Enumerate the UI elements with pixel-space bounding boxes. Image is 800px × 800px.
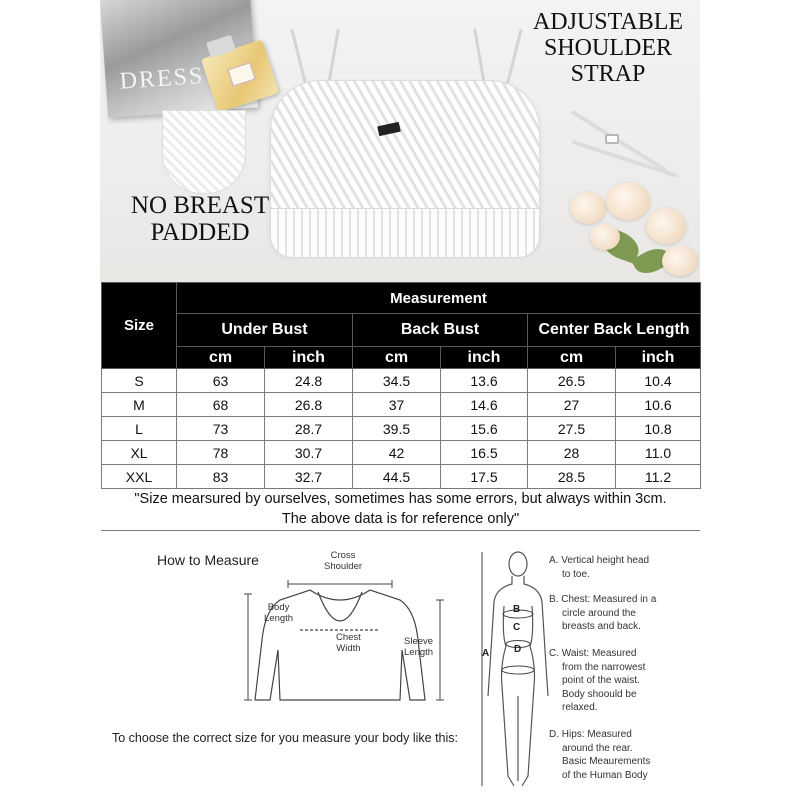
size-header: Size: [102, 283, 177, 369]
size-cell: S: [102, 369, 177, 393]
size-cell: M: [102, 393, 177, 417]
body-figure-diagram: [478, 546, 558, 796]
table-cell: 26.5: [528, 369, 616, 393]
instruction-line: point of the waist.: [562, 675, 640, 686]
figure-mark-a: A: [482, 648, 490, 659]
unit-header: cm: [353, 347, 441, 369]
instruction-hips: [549, 728, 650, 782]
table-cell: 28: [528, 441, 616, 465]
size-cell: XXL: [102, 465, 177, 489]
magazine-title: DRESS: [118, 62, 206, 95]
label-line: Shoulder: [324, 561, 363, 572]
table-cell: 32.7: [265, 465, 353, 489]
label-line: Length: [264, 613, 294, 624]
table-cell: 68: [177, 393, 265, 417]
adjustable-strap-caption: [518, 10, 698, 88]
disclaimer-line: The above data is for reference only": [281, 511, 520, 527]
group-header-center-back-length: Center Back Length: [528, 314, 701, 347]
instruction-chest: [549, 593, 656, 634]
table-cell: 14.6: [441, 393, 528, 417]
instruction-line: A. Vertical height head: [549, 555, 650, 566]
measurement-header: Measurement: [177, 283, 701, 314]
figure-mark-c: C: [513, 622, 521, 633]
instruction-line: of the Human Body: [562, 769, 648, 781]
label-line: Body: [267, 602, 290, 613]
table-cell: 44.5: [353, 465, 441, 489]
instruction-line: breasts and back.: [562, 621, 641, 632]
instruction-line: D. Hips: Measured: [549, 729, 632, 740]
table-cell: 42: [353, 441, 441, 465]
caption-line: SHOULDER: [543, 34, 672, 61]
label-line: Length: [404, 647, 434, 658]
unit-header: inch: [441, 347, 528, 369]
instruction-line: relaxed.: [562, 702, 598, 713]
instruction-waist: [549, 647, 645, 715]
figure-mark-b: B: [513, 604, 521, 615]
label-line: Cross: [330, 550, 356, 561]
table-row: [102, 441, 701, 465]
table-cell: 27.5: [528, 417, 616, 441]
unit-header: cm: [528, 347, 616, 369]
cross-shoulder-label: [324, 550, 362, 572]
table-cell: 78: [177, 441, 265, 465]
caption-line: STRAP: [570, 60, 646, 87]
instruction-line: to toe.: [562, 568, 590, 580]
caption-line: ADJUSTABLE: [532, 9, 684, 35]
caption-line: PADDED: [150, 219, 250, 246]
instruction-height: [549, 554, 649, 581]
unit-header: cm: [177, 347, 265, 369]
instruction-line: C. Waist: Measured: [549, 648, 637, 659]
caption-line: NO BREAST: [130, 192, 270, 219]
instruction-line: Body shoould be: [562, 688, 637, 700]
table-cell: 11.2: [616, 465, 701, 489]
group-header-back-bust: Back Bust: [353, 314, 528, 347]
table-cell: 10.6: [616, 393, 701, 417]
table-cell: 10.8: [616, 417, 701, 441]
label-line: Sleeve: [404, 636, 434, 647]
size-chart-table: [101, 282, 701, 489]
table-cell: 39.5: [353, 417, 441, 441]
size-disclaimer: [101, 489, 700, 531]
unit-header: inch: [616, 347, 701, 369]
disclaimer-line: "Size mearsured by ourselves, sometimes has some errors, but always within 3cm.: [134, 491, 667, 507]
instruction-line: Basic Meaurements: [562, 756, 651, 767]
chest-width-label: [336, 632, 361, 654]
table-row: [102, 465, 701, 489]
label-line: Chest: [336, 632, 361, 643]
figure-mark-d: D: [514, 644, 522, 655]
table-cell: 17.5: [441, 465, 528, 489]
table-row: [102, 393, 701, 417]
strap-detail-image: [565, 90, 685, 180]
table-cell: 16.5: [441, 441, 528, 465]
table-cell: 28.5: [528, 465, 616, 489]
instruction-line: B. Chest: Measured in a: [549, 594, 657, 605]
size-cell: XL: [102, 441, 177, 465]
table-cell: 34.5: [353, 369, 441, 393]
no-padding-caption: [118, 192, 282, 246]
group-header-under-bust: Under Bust: [177, 314, 353, 347]
table-row: [102, 369, 701, 393]
table-cell: 28.7: [265, 417, 353, 441]
bralette-image: [260, 58, 550, 263]
product-photo: [100, 0, 700, 282]
table-cell: 11.0: [616, 441, 701, 465]
bralette-back-view: [162, 110, 246, 194]
table-cell: 73: [177, 417, 265, 441]
choose-size-instruction: To choose the correct size for you measure your body like this:: [112, 731, 458, 745]
sleeve-length-label: [404, 636, 433, 658]
table-cell: 13.6: [441, 369, 528, 393]
table-cell: 83: [177, 465, 265, 489]
table-cell: 37: [353, 393, 441, 417]
instruction-line: circle around the: [562, 607, 636, 619]
measuring-guide: [100, 540, 700, 800]
label-line: Width: [336, 643, 361, 654]
table-cell: 63: [177, 369, 265, 393]
how-to-measure-title: How to Measure: [157, 552, 259, 568]
body-length-label: [264, 602, 293, 624]
table-cell: 27: [528, 393, 616, 417]
unit-header: inch: [265, 347, 353, 369]
table-cell: 30.7: [265, 441, 353, 465]
instruction-line: around the rear.: [562, 742, 633, 754]
table-cell: 10.4: [616, 369, 701, 393]
size-cell: L: [102, 417, 177, 441]
flowers-prop: [550, 180, 700, 282]
instruction-line: from the narrowest: [562, 661, 646, 673]
table-row: [102, 417, 701, 441]
table-cell: 24.8: [265, 369, 353, 393]
table-cell: 26.8: [265, 393, 353, 417]
table-cell: 15.6: [441, 417, 528, 441]
